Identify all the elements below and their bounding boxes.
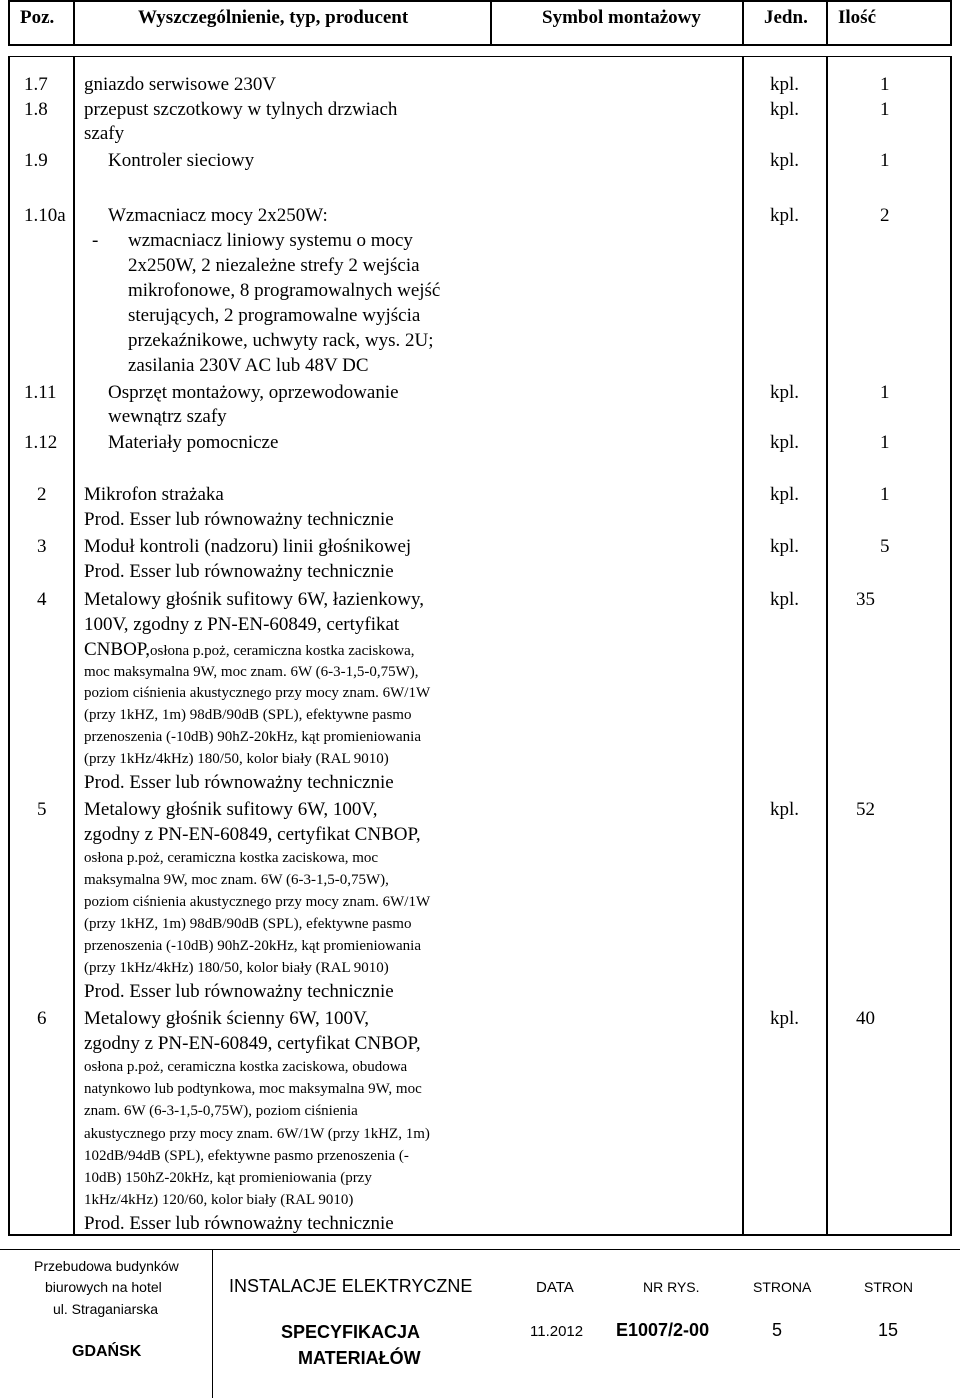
date-label: DATA xyxy=(536,1279,574,1296)
row-producer: Prod. Esser lub równoważny technicznie xyxy=(84,509,394,530)
row-unit: kpl. xyxy=(770,1008,800,1029)
row-spec-line: (przy 1kHZ, 1m) 98dB/90dB (SPL), efektywne pasmo xyxy=(84,707,412,723)
row-unit: kpl. xyxy=(770,536,800,557)
row-producer: Prod. Esser lub równoważny technicznie xyxy=(84,772,394,793)
page-number: 5 xyxy=(772,1320,783,1340)
row-poz: 3 xyxy=(37,536,47,557)
project-line: biurowych na hotel xyxy=(45,1279,162,1295)
row-spec-line: maksymalna 9W, moc znam. 6W (6-3-1,5-0,75W), xyxy=(84,872,389,888)
row-description-line: wewnątrz szafy xyxy=(108,406,227,427)
row-unit: kpl. xyxy=(770,589,800,610)
row-description: Metalowy głośnik ścienny 6W, 100V, xyxy=(84,1008,369,1029)
header-poz: Poz. xyxy=(20,7,55,28)
row-qty: 52 xyxy=(856,799,875,820)
header-qty: Ilość xyxy=(838,7,876,28)
row-unit: kpl. xyxy=(770,484,800,505)
row-poz: 6 xyxy=(37,1008,47,1029)
row-description-line: sterujących, 2 programowalne wyjścia xyxy=(128,305,421,326)
row-spec-line: przenoszenia (-10dB) 90hZ-20kHz, kąt promieniowania xyxy=(84,729,421,745)
pages-label: STRON xyxy=(864,1279,913,1295)
row-qty: 2 xyxy=(880,205,890,226)
row-spec-line: osłona p.poż, ceramiczna kostka zaciskowa, moc xyxy=(84,850,379,866)
row-description: przepust szczotkowy w tylnych drzwiach xyxy=(84,99,398,120)
row-producer: Prod. Esser lub równoważny technicznie xyxy=(84,1213,394,1234)
document-title-line: MATERIAŁÓW xyxy=(298,1348,421,1368)
row-unit: kpl. xyxy=(770,205,800,226)
row-description: Wzmacniacz mocy 2x250W: xyxy=(108,205,328,226)
row-producer: Prod. Esser lub równoważny technicznie xyxy=(84,981,394,1002)
row-description-line: zgodny z PN-EN-60849, certyfikat CNBOP, xyxy=(84,1033,421,1054)
row-description: Materiały pomocnicze xyxy=(108,432,279,453)
row-description: Moduł kontroli (nadzoru) linii głośnikowej xyxy=(84,536,412,557)
row-unit: kpl. xyxy=(770,382,800,403)
project-line: Przebudowa budynków xyxy=(34,1258,179,1274)
row-unit: kpl. xyxy=(770,432,800,453)
project-city: GDAŃSK xyxy=(72,1343,142,1360)
row-poz: 1.8 xyxy=(24,99,48,120)
row-spec-line: 10dB) 150hZ-20kHz, kąt promieniowania (przy xyxy=(84,1170,372,1186)
header-description: Wyszczególnienie, typ, producent xyxy=(138,7,409,28)
row-description-line: szafy xyxy=(84,123,125,144)
row-description: gniazdo serwisowe 230V xyxy=(84,74,277,95)
row-spec-line: przenoszenia (-10dB) 90hZ-20kHz, kąt promieniowania xyxy=(84,938,421,954)
row-qty: 1 xyxy=(880,99,890,120)
row-description: Metalowy głośnik sufitowy 6W, 100V, xyxy=(84,799,378,820)
row-spec-line: 102dB/94dB (SPL), efektywne pasmo przenoszenia (- xyxy=(84,1148,409,1164)
row-description-line: przekaźnikowe, uchwyty rack, wys. 2U; xyxy=(128,330,434,351)
row-description: Kontroler sieciowy xyxy=(108,150,255,171)
row-qty: 35 xyxy=(856,589,875,610)
row-description: Metalowy głośnik sufitowy 6W, łazienkowy, xyxy=(84,589,425,610)
header-unit: Jedn. xyxy=(764,7,808,28)
row-description-line: wzmacniacz liniowy systemu o mocy xyxy=(128,230,413,251)
row-qty: 5 xyxy=(880,536,890,557)
row-description-line: 100V, zgodny z PN-EN-60849, certyfikat xyxy=(84,614,400,635)
row-description-line: CNBOP, xyxy=(84,639,150,660)
row-spec-line: moc maksymalna 9W, moc znam. 6W (6-3-1,5-0,75W), xyxy=(84,664,419,680)
row-qty: 1 xyxy=(880,150,890,171)
row-spec-line: (przy 1kHZ, 1m) 98dB/90dB (SPL), efektywne pasmo xyxy=(84,916,412,932)
project-line: ul. Straganiarska xyxy=(53,1301,159,1317)
row-qty: 40 xyxy=(856,1008,875,1029)
row-producer: Prod. Esser lub równoważny technicznie xyxy=(84,561,394,582)
row-spec-line: (przy 1kHz/4kHz) 180/50, kolor biały (RAL 9010) xyxy=(84,960,389,976)
page-label: STRONA xyxy=(753,1279,812,1295)
row-unit: kpl. xyxy=(770,99,800,120)
row-description-line: 2x250W, 2 niezależne strefy 2 wejścia xyxy=(128,255,420,276)
row-poz: 1.7 xyxy=(24,74,48,95)
row-description-line: mikrofonowe, 8 programowalnych wejść xyxy=(128,280,441,301)
pages-count: 15 xyxy=(878,1320,899,1340)
row-spec-line: poziom ciśnienia akustycznego przy mocy znam. 6W/1W xyxy=(84,894,431,910)
row-poz: 2 xyxy=(37,484,47,505)
row-poz: 4 xyxy=(37,589,47,610)
row-spec-line: znam. 6W (6-3-1,5-0,75W), poziom ciśnienia xyxy=(84,1103,358,1119)
header-symbol: Symbol montażowy xyxy=(542,7,701,28)
row-spec-line: osłona p.poż, ceramiczna kostka zaciskowa, xyxy=(150,643,415,659)
row-spec-line: osłona p.poż, ceramiczna kostka zaciskowa, obudowa xyxy=(84,1059,408,1075)
row-unit: kpl. xyxy=(770,799,800,820)
row-spec-line: natynkowo lub podtynkowa, moc maksymalna 9W, moc xyxy=(84,1081,422,1097)
dash-bullet: - xyxy=(92,230,99,251)
row-poz: 1.9 xyxy=(24,150,48,171)
row-description: Osprzęt montażowy, oprzewodowanie xyxy=(108,382,399,403)
row-spec-line: akustycznego przy mocy znam. 6W/1W (przy 1kHZ, 1m) xyxy=(84,1126,430,1142)
row-unit: kpl. xyxy=(770,74,800,95)
row-qty: 1 xyxy=(880,382,890,403)
row-poz: 1.10a xyxy=(24,205,66,226)
row-description: Mikrofon strażaka xyxy=(84,484,224,505)
row-spec-line: poziom ciśnienia akustycznego przy mocy znam. 6W/1W xyxy=(84,685,431,701)
row-description-line: zasilania 230V AC lub 48V DC xyxy=(128,355,369,376)
row-poz: 1.12 xyxy=(24,432,58,453)
row-poz: 1.11 xyxy=(24,382,57,403)
drawing-number: E1007/2-00 xyxy=(616,1320,710,1340)
drawing-label: NR RYS. xyxy=(643,1279,700,1295)
row-poz: 5 xyxy=(37,799,47,820)
row-unit: kpl. xyxy=(770,150,800,171)
row-qty: 1 xyxy=(880,74,890,95)
row-spec-line: 1kHz/4kHz) 120/60, kolor biały (RAL 9010) xyxy=(84,1192,354,1208)
date-value: 11.2012 xyxy=(530,1323,584,1340)
discipline: INSTALACJE ELEKTRYCZNE xyxy=(229,1276,473,1296)
row-description-line: zgodny z PN-EN-60849, certyfikat CNBOP, xyxy=(84,824,421,845)
row-qty: 1 xyxy=(880,484,890,505)
row-spec-line: (przy 1kHz/4kHz) 180/50, kolor biały (RAL 9010) xyxy=(84,751,389,767)
document-title: SPECYFIKACJA xyxy=(281,1322,421,1342)
row-qty: 1 xyxy=(880,432,890,453)
